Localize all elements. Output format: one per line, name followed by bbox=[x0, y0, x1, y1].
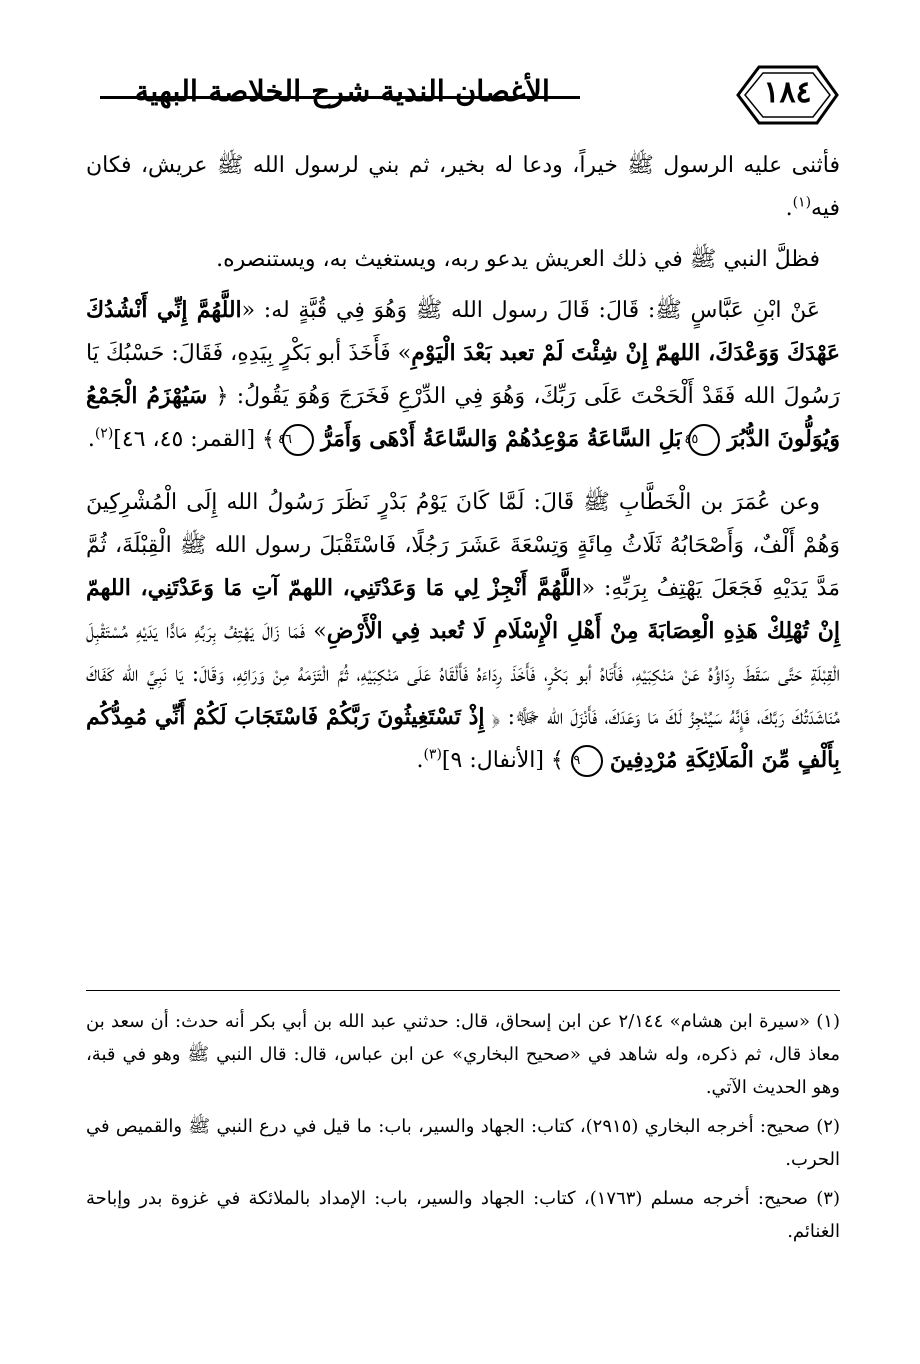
prophet-dua: اللَّهُمَّ إِنِّي أَنْشُدُكَ عَهْدَكَ وَوَعْدَكَ، اللهمّ إِنْ شِئْتَ لَمْ تعبد بَعْدَ الْيَوْمِ bbox=[86, 297, 840, 366]
quran-verse: بَلِ السَّاعَةُ مَوْعِدُهُمْ وَالسَّاعَةُ أَدْهَى وَأَمَرُّ bbox=[320, 426, 682, 452]
book-title: الأغصان الندية شرح الخلاصة البهية bbox=[134, 74, 550, 108]
quran-citation: ﴾ [الأنفال: ٩] bbox=[441, 748, 564, 773]
footnote: (١) «سيرة ابن هشام» ٢/١٤٤ عن ابن إسحاق، قال: حدثني عبد الله بن أبي بكر أنه حدث: أن سعد بن معاذ قال، ثم ذكره، وله شاهد في «صحيح البخاري» عن ابن عباس، قال: قال النبي ﷺ وهو في قبة، وهو الحديث الآتي. bbox=[86, 1011, 840, 1098]
ayah-number-marker: ٩ bbox=[571, 745, 603, 777]
quran-citation: ﴾ [القمر: ٤٥، ٤٦] bbox=[113, 427, 275, 452]
hadith-intro: وعن عُمَرَ بن الْخَطَّابِ ﷺ قَالَ: لَمَّا كَانَ يَوْمُ بَدْرٍ نَظَرَ رَسُولُ الله إِلَى الْمُشْرِكِينَ وَهُمْ أَلْفٌ، وَأَصْحَابُهُ ثَلَاثُ مِائَةٍ وَتِسْعَةَ عَشَرَ رَجُلًا، فَاسْتَقْبَلَ رسول الله ﷺ الْقِبْلَةَ، ثُمَّ مَدَّ يَدَيْهِ فَجَعَلَ يَهْتِفُ بِرَبِّهِ: « bbox=[86, 490, 841, 601]
footnote: (٣) صحيح: أخرجه مسلم (١٧٦٣)، كتاب: الجهاد والسير، باب: الإمداد بالملائكة في غزوة بدر وإباحة الغنائم. bbox=[86, 1188, 840, 1242]
paragraph bbox=[86, 144, 840, 230]
footnote-ref: (١) bbox=[792, 194, 812, 211]
ayah-number-marker: ٤٦ bbox=[282, 424, 314, 456]
footnote: (٢) صحيح: أخرجه البخاري (٢٩١٥)، كتاب: الجهاد والسير، باب: ما قيل في درع النبي ﷺ والقميص في الحرب. bbox=[86, 1116, 840, 1170]
paragraph-text: فأثنى عليه الرسول ﷺ خيراً، ودعا له بخير، ثم بني لرسول الله ﷺ عريش، فكان فيه bbox=[86, 153, 840, 221]
hadith-narration: » فَمَا زَالَ يَهْتِفُ بِرَبِّهِ مَادًّا يَدَيْهِ مُسْتَقْبِلَ الْقِبْلَةِ حَتَّى سَقَطَ رِدَاؤُهُ عَنْ مَنْكِبَيْهِ، فَأَتَاهُ أبو بَكْرٍ، فَأَخَذَ رِدَاءَهُ فَأَلْقَاهُ عَلَى مَنْكِبَيْهِ، ثُمَّ الْتَزَمَهُ مِنْ وَرَائِهِ، وَقَالَ: يَا نَبِيَّ الله كَفَاكَ مُنَاشَدَتُكَ رَبَّكَ، فَإِنَّهُ سَيُنْجِزُ لَكَ مَا وَعَدَكَ، فَأَنْزَلَ الله ﷻ: ﴿ bbox=[86, 619, 841, 730]
hadith-intro: عَنْ ابْنِ عَبَّاسٍ ﷺ: قَالَ: قَالَ رسول الله ﷺ وَهُوَ فِي قُبَّةٍ له: « bbox=[241, 298, 820, 323]
page-number: ١٨٤ bbox=[763, 75, 812, 110]
hadith-ibn-abbas bbox=[86, 289, 840, 461]
paragraph-text: فظلَّ النبي ﷺ في ذلك العريش يدعو ربه، ويستغيث به، ويستنصره. bbox=[216, 247, 820, 272]
hadith-narration: » فَأَخَذَ أبو بَكْرٍ بِيَدِهِ، فَقَالَ: حَسْبُكَ يَا رَسُولَ الله فَقَدْ أَلْحَحْتَ عَلَى رَبِّكَ، وَهُوَ فِي الدِّرْعِ فَخَرَجَ وَهُوَ يَقُولُ: ﴿ bbox=[86, 341, 841, 409]
quran-verse: إِذْ تَسْتَغِيثُونَ رَبَّكُمْ فَاسْتَجَابَ لَكُمْ أَنِّي مُمِدُّكُم بِأَلْفٍ مِّنَ الْمَلَائِكَةِ مُرْدِفِينَ bbox=[86, 704, 840, 773]
ayah-number-marker: ٤٥ bbox=[688, 424, 720, 456]
paragraph-end: . bbox=[87, 427, 95, 452]
footnote-ref: (٢) bbox=[94, 425, 114, 442]
main-text bbox=[86, 144, 840, 782]
quran-verse: سَيُهْزَمُ الْجَمْعُ وَيُوَلُّونَ الدُّبُرَ bbox=[86, 383, 840, 452]
paragraph-end: . bbox=[785, 196, 793, 221]
footnote-ref: (٣) bbox=[423, 746, 442, 763]
prophet-dua: اللَّهُمَّ أَنْجِزْ لِي مَا وَعَدْتَنِي، اللهمّ آتِ مَا وَعَدْتَنِي، اللهمّ إِنْ تُهْلِكْ هَذِهِ الْعِصَابَةَ مِنْ أَهْلِ الْإِسْلَامِ لَا تُعبد فِي الْأَرْضِ bbox=[86, 575, 841, 644]
paragraph bbox=[86, 238, 840, 281]
hadith-umar bbox=[86, 481, 840, 782]
footnotes bbox=[86, 1005, 840, 1254]
page-number-badge bbox=[735, 62, 840, 128]
footnote-divider bbox=[86, 990, 840, 991]
page-header bbox=[78, 58, 840, 138]
paragraph-end: . bbox=[416, 748, 424, 773]
